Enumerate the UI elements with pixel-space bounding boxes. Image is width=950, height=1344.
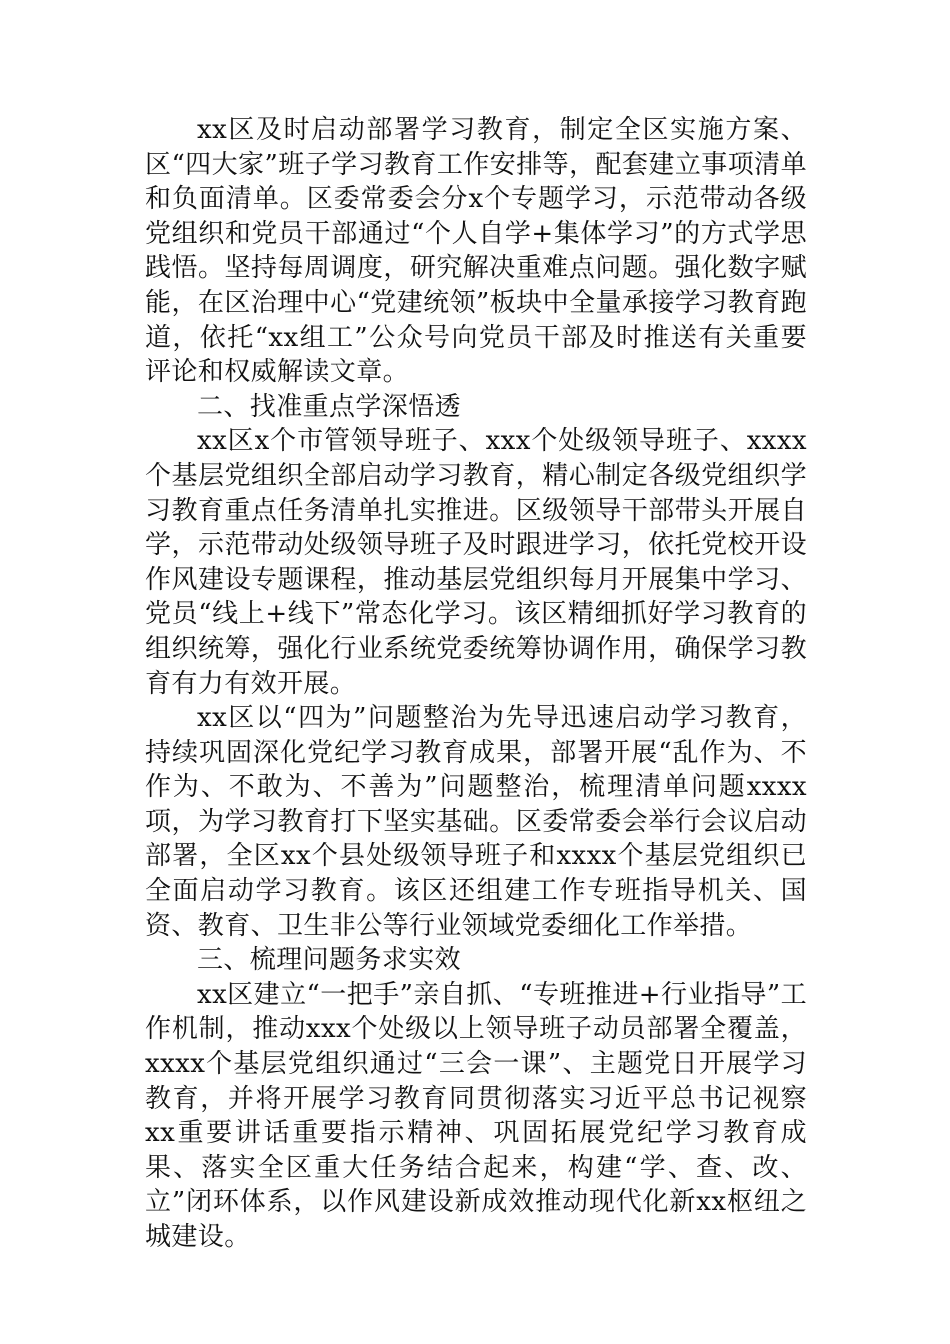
section-heading-two: 二、找准重点学深悟透 xyxy=(197,391,462,422)
paragraph-work-mechanism: xx区建立“一把手”亲自抓、“专班推进+行业指导”工作机制，推动xxx个处级以上领导班子动员部署全覆盖，xxxx个基层党组织通过“三会一课”、主题党日开展学习教育，并将开展学习教育同贯彻落实习近平总书记视察xx重要讲话重要指示精神、巩固拓展党纪学习教育成果、落实全区重大任务结合起来，构建“学、查、改、立”闭环体系，以作风建设新成效推动现代化新xx枢纽之城建设。 xyxy=(145,979,807,1252)
document-body xyxy=(145,113,807,1255)
paragraph-leadership-study: xx区x个市管领导班子、xxx个处级领导班子、xxxx个基层党组织全部启动学习教育，精心制定各级党组织学习教育重点任务清单扎实推进。区级领导干部带头开展自学，示范带动处级领导班子及时跟进学习，依托党校开设作风建设专题课程，推动基层党组织每月开展集中学习、党员“线上+线下”常态化学习。该区精细抓好学习教育的组织统筹，强化行业系统党委统筹协调作用，确保学习教育有力有效开展。 xyxy=(145,426,807,699)
paragraph-problem-rectification: xx区以“四为”问题整治为先导迅速启动学习教育，持续巩固深化党纪学习教育成果，部署开展“乱作为、不作为、不敢为、不善为”问题整治，梳理清单问题xxxx项，为学习教育打下坚实基础。区委常委会举行会议启动部署，全区xx个县处级领导班子和xxxx个基层党组织已全面启动学习教育。该区还组建工作专班指导机关、国资、教育、卫生非公等行业领域党委细化工作举措。 xyxy=(145,703,807,941)
paragraph-launch-deployment: xx区及时启动部署学习教育，制定全区实施方案、区“四大家”班子学习教育工作安排等，配套建立事项清单和负面清单。区委常委会分x个专题学习，示范带动各级党组织和党员干部通过“个人自学+集体学习”的方式学思践悟。坚持每周调度，研究解决重难点问题。强化数字赋能，在区治理中心“党建统领”板块中全量承接学习教育跑道，依托“xx组工”公众号向党员干部及时推送有关重要评论和权威解读文章。 xyxy=(145,115,807,388)
section-heading-three: 三、梳理问题务求实效 xyxy=(197,945,462,976)
